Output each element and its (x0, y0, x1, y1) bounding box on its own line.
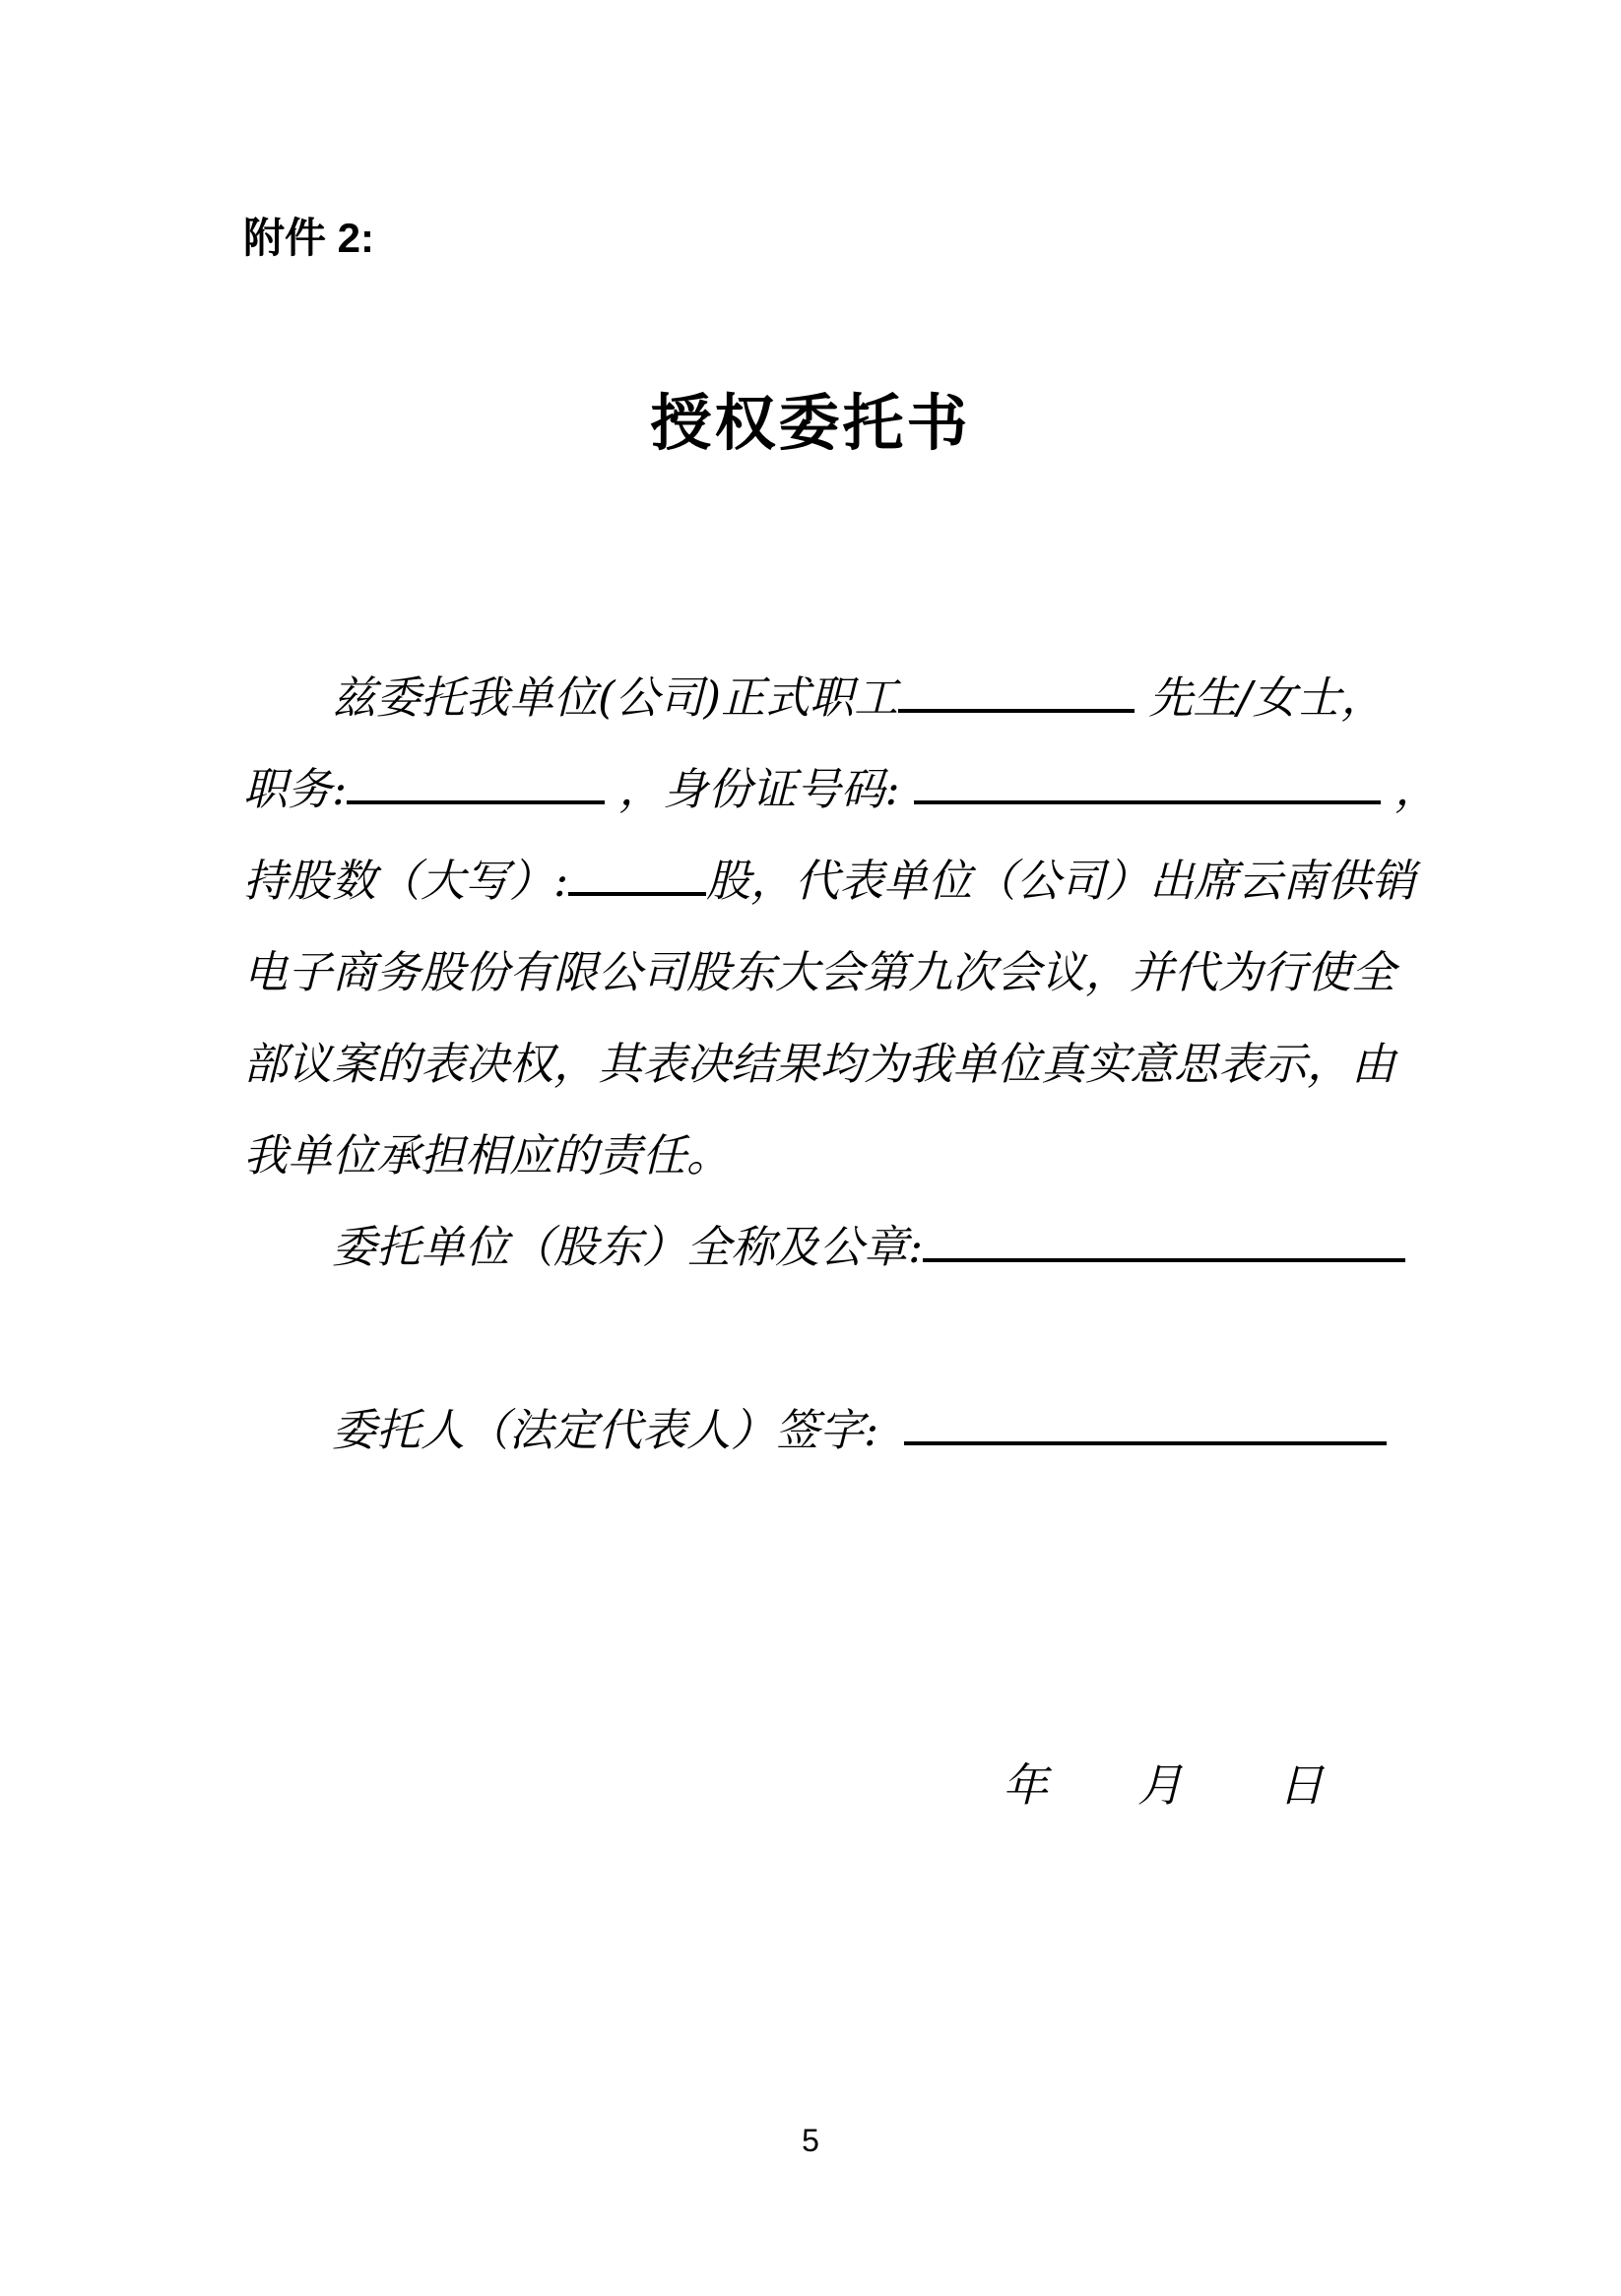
date-day-label: 日 (1278, 1758, 1324, 1812)
line1-text-after-blank: 先生/女士， (1135, 671, 1386, 724)
document-title: 授权委托书 (650, 387, 971, 459)
page-number: 5 (802, 2123, 819, 2158)
id-number-label: ，身份证号码: (605, 763, 914, 815)
shares-amount-blank (568, 862, 706, 896)
line1-text-before-blank: 兹委托我单位(公司)正式职工 (332, 671, 899, 724)
position-label: 职务: (243, 763, 348, 815)
document-body (243, 652, 1440, 1476)
line2-trailing-comma: ， (1380, 763, 1440, 815)
date-year-label: 年 (1003, 1758, 1048, 1812)
line3-text-after-blank: 股，代表单位（公司）出席云南供销 (706, 855, 1416, 907)
date-line (0, 1760, 1621, 1819)
entrusting-unit-blank (923, 1229, 1405, 1262)
line4-text: 电子商务股份有限公司股东大会第九次会议，并代为行使全 (243, 946, 1396, 998)
attachment-label: 附件 2: (243, 215, 375, 261)
id-number-blank (914, 771, 1381, 804)
paragraph-line-3 (243, 835, 1416, 926)
paragraph-line-2 (243, 743, 1440, 835)
line6-text: 我单位承担相应的责任。 (243, 1129, 732, 1181)
paragraph-line-6 (243, 1110, 1405, 1201)
entrusting-unit-label: 委托单位（股东）全称及公章: (332, 1221, 924, 1273)
signatory-label: 委托人（法定代表人）签字: (332, 1404, 879, 1456)
signature-blank (904, 1412, 1387, 1445)
paragraph-line-4 (243, 926, 1405, 1018)
signatory-line (243, 1384, 1405, 1476)
employee-name-blank (898, 679, 1135, 713)
shares-held-label: 持股数（大写）: (243, 855, 569, 907)
date-month-label: 月 (1137, 1758, 1183, 1812)
position-blank (347, 771, 605, 804)
entrusting-unit-line (243, 1201, 1405, 1293)
paragraph-line-1 (243, 652, 1405, 743)
line5-text: 部议案的表决权，其表决结果均为我单位真实意思表示，由 (243, 1038, 1396, 1090)
paragraph-line-5 (243, 1018, 1405, 1110)
